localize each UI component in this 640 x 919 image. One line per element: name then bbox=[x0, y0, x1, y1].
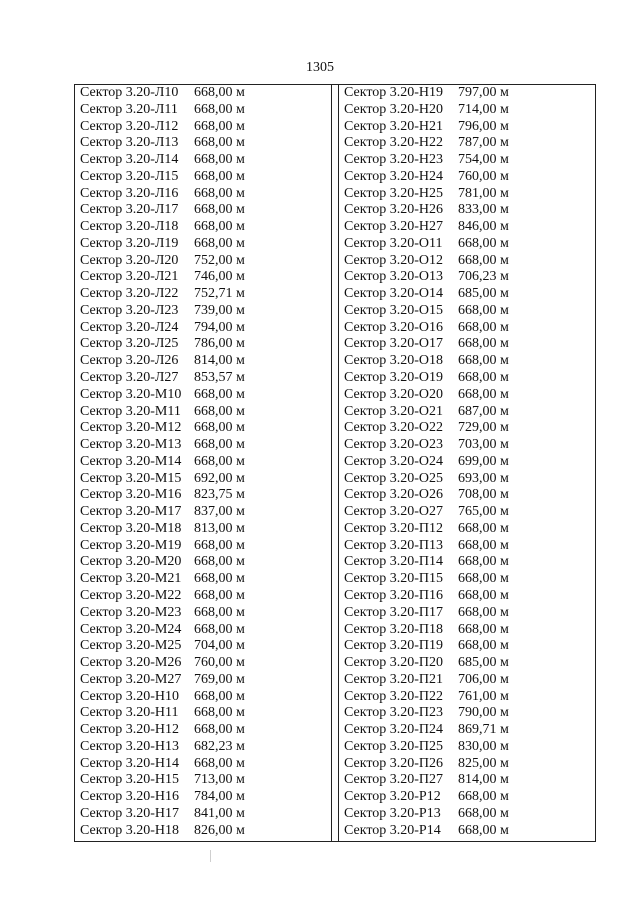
sector-name: Сектор 3.20-П22 bbox=[344, 688, 444, 704]
sector-length: 765,00 м bbox=[458, 504, 509, 520]
sector-name: Сектор 3.20-Л27 bbox=[80, 370, 179, 386]
sector-name: Сектор 3.20-М15 bbox=[80, 470, 182, 486]
table-row bbox=[339, 102, 595, 119]
sector-length: 668,00 м bbox=[458, 621, 509, 637]
table-row bbox=[75, 487, 331, 504]
sector-name: Сектор 3.20-О26 bbox=[344, 487, 444, 503]
table-row bbox=[339, 253, 595, 270]
table-row bbox=[75, 672, 331, 689]
sector-name: Сектор 3.20-М23 bbox=[80, 604, 182, 620]
sector-name: Сектор 3.20-Р14 bbox=[344, 822, 441, 838]
sector-name: Сектор 3.20-Н17 bbox=[80, 805, 180, 821]
table-row bbox=[339, 504, 595, 521]
table-row bbox=[75, 320, 331, 337]
sector-name: Сектор 3.20-Н22 bbox=[344, 135, 444, 151]
sector-name: Сектор 3.20-П20 bbox=[344, 655, 444, 671]
sector-name: Сектор 3.20-М10 bbox=[80, 386, 182, 402]
table-row bbox=[75, 253, 331, 270]
sector-name: Сектор 3.20-П16 bbox=[344, 587, 444, 603]
sector-name: Сектор 3.20-П12 bbox=[344, 520, 444, 536]
sector-length: 846,00 м bbox=[458, 219, 509, 235]
sector-name: Сектор 3.20-М12 bbox=[80, 420, 182, 436]
table-row bbox=[75, 336, 331, 353]
table-row bbox=[339, 789, 595, 806]
sector-length: 825,00 м bbox=[458, 755, 509, 771]
table-row bbox=[75, 286, 331, 303]
table-row bbox=[75, 202, 331, 219]
table-row bbox=[75, 119, 331, 136]
sector-name: Сектор 3.20-Н21 bbox=[344, 118, 444, 134]
sector-length: 668,00 м bbox=[458, 252, 509, 268]
table-row bbox=[75, 521, 331, 538]
sector-length: 668,00 м bbox=[194, 554, 245, 570]
sector-length: 668,00 м bbox=[194, 688, 245, 704]
table-row bbox=[339, 605, 595, 622]
table-row bbox=[339, 303, 595, 320]
sector-length: 760,00 м bbox=[194, 655, 245, 671]
sector-length: 754,00 м bbox=[458, 152, 509, 168]
table-row bbox=[339, 521, 595, 538]
sector-name: Сектор 3.20-М13 bbox=[80, 437, 182, 453]
table-row bbox=[75, 471, 331, 488]
sector-length: 699,00 м bbox=[458, 453, 509, 469]
table-row bbox=[339, 320, 595, 337]
sector-length: 668,00 м bbox=[194, 621, 245, 637]
table-row bbox=[75, 655, 331, 672]
sector-length: 668,00 м bbox=[458, 554, 509, 570]
sector-length: 784,00 м bbox=[194, 789, 245, 805]
sector-name: Сектор 3.20-М25 bbox=[80, 638, 182, 654]
sector-name: Сектор 3.20-М16 bbox=[80, 487, 182, 503]
sector-length: 668,00 м bbox=[458, 336, 509, 352]
table-row bbox=[75, 404, 331, 421]
table-row bbox=[75, 756, 331, 773]
sector-length: 823,75 м bbox=[194, 487, 245, 503]
sector-length: 668,00 м bbox=[458, 353, 509, 369]
sector-name: Сектор 3.20-Л23 bbox=[80, 302, 179, 318]
sector-length: 787,00 м bbox=[458, 135, 509, 151]
sector-length: 682,23 м bbox=[194, 738, 245, 754]
sector-length: 786,00 м bbox=[194, 336, 245, 352]
sector-length: 668,00 м bbox=[194, 537, 245, 553]
sector-length: 668,00 м bbox=[194, 453, 245, 469]
table-row bbox=[75, 571, 331, 588]
table-row bbox=[75, 772, 331, 789]
sector-length: 813,00 м bbox=[194, 520, 245, 536]
column-divider bbox=[331, 85, 339, 841]
table-row bbox=[75, 186, 331, 203]
sector-length: 685,00 м bbox=[458, 286, 509, 302]
sector-length: 668,00 м bbox=[458, 571, 509, 587]
sector-length: 668,00 м bbox=[458, 638, 509, 654]
sector-length: 668,00 м bbox=[194, 168, 245, 184]
sector-name: Сектор 3.20-М24 bbox=[80, 621, 182, 637]
table-row bbox=[339, 353, 595, 370]
sector-name: Сектор 3.20-М14 bbox=[80, 453, 182, 469]
sector-name: Сектор 3.20-П21 bbox=[344, 671, 444, 687]
sector-length: 668,00 м bbox=[458, 789, 509, 805]
table-row bbox=[339, 538, 595, 555]
sector-length: 685,00 м bbox=[458, 655, 509, 671]
sector-length: 833,00 м bbox=[458, 202, 509, 218]
sector-name: Сектор 3.20-Л16 bbox=[80, 185, 179, 201]
table-row bbox=[75, 823, 331, 840]
sector-length: 668,00 м bbox=[194, 101, 245, 117]
table-row bbox=[75, 102, 331, 119]
table-row bbox=[75, 504, 331, 521]
table-row bbox=[75, 588, 331, 605]
sector-name: Сектор 3.20-О20 bbox=[344, 386, 444, 402]
sector-length: 814,00 м bbox=[194, 353, 245, 369]
sector-length: 668,00 м bbox=[194, 437, 245, 453]
table-row bbox=[75, 269, 331, 286]
table-row bbox=[339, 437, 595, 454]
sector-length: 853,57 м bbox=[194, 370, 245, 386]
sector-name: Сектор 3.20-П24 bbox=[344, 722, 444, 738]
sector-name: Сектор 3.20-Л26 bbox=[80, 353, 179, 369]
sector-name: Сектор 3.20-Н10 bbox=[80, 688, 180, 704]
sector-name: Сектор 3.20-Л14 bbox=[80, 152, 179, 168]
sector-length: 704,00 м bbox=[194, 638, 245, 654]
table-row bbox=[339, 672, 595, 689]
sector-name: Сектор 3.20-О12 bbox=[344, 252, 444, 268]
table-row bbox=[75, 135, 331, 152]
table-row bbox=[75, 789, 331, 806]
sector-length: 668,00 м bbox=[458, 302, 509, 318]
sector-name: Сектор 3.20-Н11 bbox=[80, 705, 179, 721]
sector-name: Сектор 3.20-Н15 bbox=[80, 772, 180, 788]
sector-name: Сектор 3.20-Л17 bbox=[80, 202, 179, 218]
table-row bbox=[339, 370, 595, 387]
sector-length: 794,00 м bbox=[194, 319, 245, 335]
table-row bbox=[75, 219, 331, 236]
sector-length: 739,00 м bbox=[194, 302, 245, 318]
table-column-left bbox=[75, 85, 331, 841]
table-row bbox=[75, 689, 331, 706]
sector-length: 714,00 м bbox=[458, 101, 509, 117]
sector-length: 668,00 м bbox=[458, 604, 509, 620]
table-row bbox=[339, 772, 595, 789]
sector-name: Сектор 3.20-Н18 bbox=[80, 822, 180, 838]
table-row bbox=[75, 387, 331, 404]
table-row bbox=[75, 437, 331, 454]
sector-length: 781,00 м bbox=[458, 185, 509, 201]
sector-length: 668,00 м bbox=[194, 587, 245, 603]
sector-name: Сектор 3.20-О16 bbox=[344, 319, 444, 335]
sector-length: 668,00 м bbox=[194, 202, 245, 218]
table-row bbox=[75, 622, 331, 639]
table-row bbox=[339, 554, 595, 571]
sector-name: Сектор 3.20-М27 bbox=[80, 671, 182, 687]
sector-name: Сектор 3.20-О13 bbox=[344, 269, 444, 285]
sector-length: 797,00 м bbox=[458, 85, 509, 100]
table-row bbox=[339, 487, 595, 504]
sector-name: Сектор 3.20-М22 bbox=[80, 587, 182, 603]
table-row bbox=[75, 370, 331, 387]
sector-name: Сектор 3.20-П15 bbox=[344, 571, 444, 587]
table-row bbox=[339, 202, 595, 219]
sector-name: Сектор 3.20-П17 bbox=[344, 604, 444, 620]
table-row bbox=[339, 404, 595, 421]
sector-length: 668,00 м bbox=[458, 822, 509, 838]
table-row bbox=[339, 588, 595, 605]
scan-mark bbox=[210, 850, 211, 862]
sector-name: Сектор 3.20-Л20 bbox=[80, 252, 179, 268]
sector-length: 668,00 м bbox=[458, 587, 509, 603]
sector-length: 668,00 м bbox=[194, 604, 245, 620]
sector-length: 668,00 м bbox=[194, 85, 245, 100]
sector-name: Сектор 3.20-Н26 bbox=[344, 202, 444, 218]
table-row bbox=[339, 85, 595, 102]
sector-length: 668,00 м bbox=[458, 537, 509, 553]
sector-length: 761,00 м bbox=[458, 688, 509, 704]
sector-length: 869,71 м bbox=[458, 722, 509, 738]
sector-length: 841,00 м bbox=[194, 805, 245, 821]
table-row bbox=[75, 420, 331, 437]
sector-length: 706,23 м bbox=[458, 269, 509, 285]
sector-name: Сектор 3.20-П14 bbox=[344, 554, 444, 570]
sector-length: 830,00 м bbox=[458, 738, 509, 754]
table-row bbox=[75, 353, 331, 370]
table-row bbox=[339, 571, 595, 588]
table-row bbox=[339, 705, 595, 722]
table-row bbox=[75, 554, 331, 571]
sector-name: Сектор 3.20-Л11 bbox=[80, 101, 178, 117]
sector-length: 752,00 м bbox=[194, 252, 245, 268]
sector-length: 769,00 м bbox=[194, 671, 245, 687]
table-row bbox=[339, 269, 595, 286]
table-row bbox=[75, 85, 331, 102]
table-row bbox=[339, 286, 595, 303]
table-column-right bbox=[339, 85, 595, 841]
sector-length: 746,00 м bbox=[194, 269, 245, 285]
sector-name: Сектор 3.20-Л13 bbox=[80, 135, 179, 151]
sector-table bbox=[74, 84, 596, 842]
sector-name: Сектор 3.20-Л25 bbox=[80, 336, 179, 352]
sector-name: Сектор 3.20-Л10 bbox=[80, 85, 179, 100]
sector-length: 693,00 м bbox=[458, 470, 509, 486]
sector-name: Сектор 3.20-П19 bbox=[344, 638, 444, 654]
sector-name: Сектор 3.20-О18 bbox=[344, 353, 444, 369]
table-row bbox=[339, 655, 595, 672]
sector-length: 668,00 м bbox=[458, 319, 509, 335]
sector-length: 703,00 м bbox=[458, 437, 509, 453]
sector-name: Сектор 3.20-Р13 bbox=[344, 805, 441, 821]
sector-name: Сектор 3.20-О22 bbox=[344, 420, 444, 436]
sector-length: 687,00 м bbox=[458, 403, 509, 419]
sector-name: Сектор 3.20-М18 bbox=[80, 520, 182, 536]
sector-length: 713,00 м bbox=[194, 772, 245, 788]
sector-length: 668,00 м bbox=[194, 152, 245, 168]
sector-name: Сектор 3.20-О23 bbox=[344, 437, 444, 453]
sector-length: 668,00 м bbox=[458, 386, 509, 402]
sector-length: 826,00 м bbox=[194, 822, 245, 838]
table-row bbox=[75, 605, 331, 622]
sector-length: 668,00 м bbox=[194, 219, 245, 235]
sector-length: 668,00 м bbox=[194, 722, 245, 738]
table-row bbox=[339, 806, 595, 823]
table-row bbox=[339, 722, 595, 739]
sector-length: 668,00 м bbox=[194, 386, 245, 402]
sector-name: Сектор 3.20-Л21 bbox=[80, 269, 179, 285]
page-number: 1305 bbox=[306, 60, 334, 75]
sector-name: Сектор 3.20-Н16 bbox=[80, 789, 180, 805]
sector-name: Сектор 3.20-М26 bbox=[80, 655, 182, 671]
table-row bbox=[339, 119, 595, 136]
sector-name: Сектор 3.20-Н19 bbox=[344, 85, 444, 100]
sector-name: Сектор 3.20-Н14 bbox=[80, 755, 180, 771]
sector-length: 668,00 м bbox=[458, 370, 509, 386]
sector-name: Сектор 3.20-М20 bbox=[80, 554, 182, 570]
sector-name: Сектор 3.20-Л15 bbox=[80, 168, 179, 184]
sector-name: Сектор 3.20-Н25 bbox=[344, 185, 444, 201]
sector-length: 814,00 м bbox=[458, 772, 509, 788]
sector-length: 668,00 м bbox=[194, 571, 245, 587]
table-row bbox=[339, 823, 595, 840]
table-row bbox=[75, 454, 331, 471]
table-row bbox=[339, 169, 595, 186]
sector-name: Сектор 3.20-О11 bbox=[344, 235, 443, 251]
table-row bbox=[75, 236, 331, 253]
table-row bbox=[75, 739, 331, 756]
table-row bbox=[339, 638, 595, 655]
table-row bbox=[75, 638, 331, 655]
sector-name: Сектор 3.20-П18 bbox=[344, 621, 444, 637]
sector-name: Сектор 3.20-Н13 bbox=[80, 738, 180, 754]
sector-name: Сектор 3.20-О15 bbox=[344, 302, 444, 318]
table-row bbox=[75, 169, 331, 186]
sector-length: 668,00 м bbox=[458, 235, 509, 251]
sector-length: 668,00 м bbox=[194, 403, 245, 419]
sector-name: Сектор 3.20-П25 bbox=[344, 738, 444, 754]
sector-length: 708,00 м bbox=[458, 487, 509, 503]
sector-name: Сектор 3.20-Н23 bbox=[344, 152, 444, 168]
sector-name: Сектор 3.20-О21 bbox=[344, 403, 444, 419]
table-row bbox=[339, 186, 595, 203]
sector-name: Сектор 3.20-М17 bbox=[80, 504, 182, 520]
table-row bbox=[339, 420, 595, 437]
sector-name: Сектор 3.20-Л22 bbox=[80, 286, 179, 302]
table-row bbox=[75, 152, 331, 169]
table-row bbox=[75, 705, 331, 722]
sector-length: 668,00 м bbox=[194, 755, 245, 771]
table-row bbox=[339, 387, 595, 404]
table-row bbox=[75, 806, 331, 823]
table-row bbox=[339, 135, 595, 152]
table-row bbox=[75, 722, 331, 739]
sector-length: 668,00 м bbox=[194, 118, 245, 134]
sector-length: 668,00 м bbox=[458, 520, 509, 536]
table-row bbox=[339, 236, 595, 253]
sector-name: Сектор 3.20-О17 bbox=[344, 336, 444, 352]
table-row bbox=[339, 219, 595, 236]
sector-name: Сектор 3.20-О19 bbox=[344, 370, 444, 386]
table-row bbox=[339, 756, 595, 773]
sector-name: Сектор 3.20-О27 bbox=[344, 504, 444, 520]
sector-name: Сектор 3.20-Р12 bbox=[344, 789, 441, 805]
sector-name: Сектор 3.20-П13 bbox=[344, 537, 444, 553]
sector-name: Сектор 3.20-Л24 bbox=[80, 319, 179, 335]
sector-length: 760,00 м bbox=[458, 168, 509, 184]
table-row bbox=[339, 336, 595, 353]
sector-length: 668,00 м bbox=[194, 420, 245, 436]
sector-name: Сектор 3.20-П26 bbox=[344, 755, 444, 771]
sector-length: 692,00 м bbox=[194, 470, 245, 486]
table-row bbox=[75, 538, 331, 555]
table-row bbox=[339, 454, 595, 471]
sector-name: Сектор 3.20-О25 bbox=[344, 470, 444, 486]
sector-name: Сектор 3.20-Н12 bbox=[80, 722, 180, 738]
sector-name: Сектор 3.20-М11 bbox=[80, 403, 181, 419]
sector-length: 796,00 м bbox=[458, 118, 509, 134]
sector-name: Сектор 3.20-Н27 bbox=[344, 219, 444, 235]
sector-length: 668,00 м bbox=[194, 185, 245, 201]
sector-length: 668,00 м bbox=[194, 135, 245, 151]
sector-name: Сектор 3.20-П23 bbox=[344, 705, 444, 721]
table-row bbox=[339, 622, 595, 639]
sector-length: 668,00 м bbox=[458, 805, 509, 821]
sector-name: Сектор 3.20-М21 bbox=[80, 571, 182, 587]
sector-name: Сектор 3.20-Н20 bbox=[344, 101, 444, 117]
table-row bbox=[339, 471, 595, 488]
sector-length: 837,00 м bbox=[194, 504, 245, 520]
table-row bbox=[339, 739, 595, 756]
sector-name: Сектор 3.20-Н24 bbox=[344, 168, 444, 184]
sector-length: 729,00 м bbox=[458, 420, 509, 436]
sector-name: Сектор 3.20-М19 bbox=[80, 537, 182, 553]
sector-name: Сектор 3.20-О14 bbox=[344, 286, 444, 302]
sector-length: 706,00 м bbox=[458, 671, 509, 687]
table-row bbox=[339, 689, 595, 706]
sector-name: Сектор 3.20-Л18 bbox=[80, 219, 179, 235]
table-row bbox=[339, 152, 595, 169]
sector-name: Сектор 3.20-Л19 bbox=[80, 235, 179, 251]
table-row bbox=[75, 303, 331, 320]
sector-name: Сектор 3.20-Л12 bbox=[80, 118, 179, 134]
sector-length: 668,00 м bbox=[194, 705, 245, 721]
sector-name: Сектор 3.20-О24 bbox=[344, 453, 444, 469]
sector-length: 752,71 м bbox=[194, 286, 245, 302]
sector-name: Сектор 3.20-П27 bbox=[344, 772, 444, 788]
sector-length: 790,00 м bbox=[458, 705, 509, 721]
sector-length: 668,00 м bbox=[194, 235, 245, 251]
